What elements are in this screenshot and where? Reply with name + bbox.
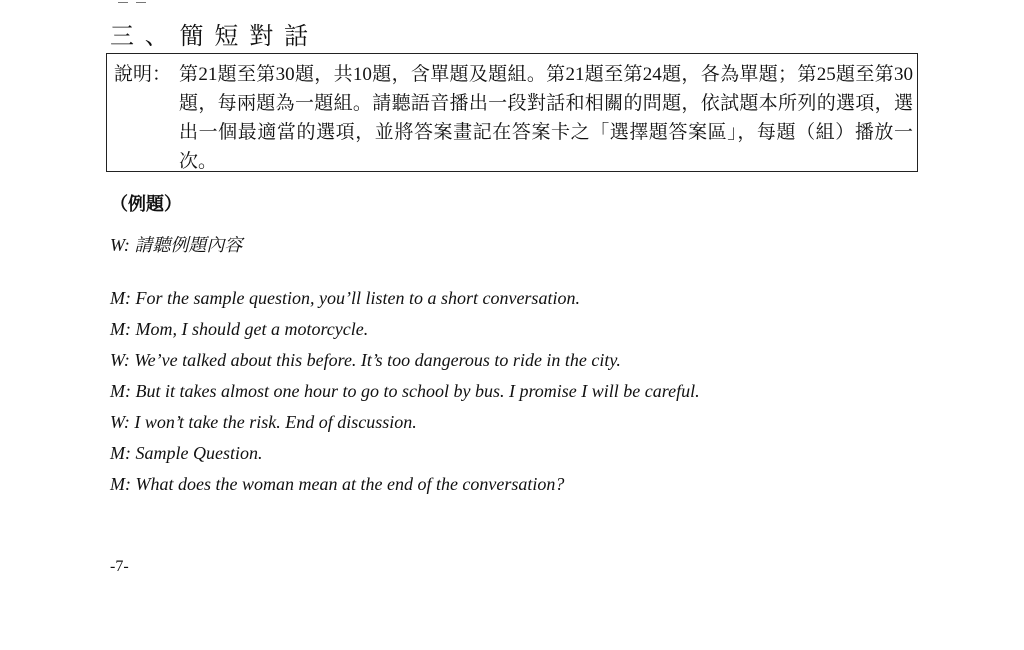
dialogue-line: M: For the sample question, you’ll listen to a short conversation. (110, 288, 580, 308)
section-title: 三、簡短對話 (110, 24, 319, 50)
dialogue-line: M: Mom, I should get a motorcycle. (110, 319, 369, 339)
dialogue-line: W: I won’t take the risk. End of discussion. (110, 412, 417, 432)
page-number: -7- (110, 558, 129, 575)
example-heading: （例題） (110, 194, 182, 214)
dialogue-line: M: Sample Question. (110, 443, 263, 463)
instruction-text: 第21題至第30題，共10題，含單題及題組。第21題至第24題，各為單題；第25題至第30題，每兩題為一題組。請聽語音播出一段對話和相關的問題，依試題本所列的選項，選出一個最適當的選項，並將答案畫記在答案卡之「選擇題答案區」，每題（組）播放一次。 (179, 64, 913, 172)
instruction-label: 說明： (114, 64, 172, 85)
dialogue-line: W: We’ve talked about this before. It’s too dangerous to ride in the city. (110, 350, 621, 370)
instruction-box (106, 53, 918, 172)
dialogue-line: M: What does the woman mean at the end of the conversation? (110, 474, 565, 494)
top-fragment-mark (118, 0, 128, 3)
top-cropped-fragment (118, 0, 198, 6)
dialogue-line: M: But it takes almost one hour to go to school by bus. I promise I will be careful. (110, 381, 700, 401)
example-content-line: W: 請聽例題內容 (110, 235, 243, 255)
dialogue-list (110, 283, 700, 500)
top-fragment-mark (136, 0, 146, 3)
